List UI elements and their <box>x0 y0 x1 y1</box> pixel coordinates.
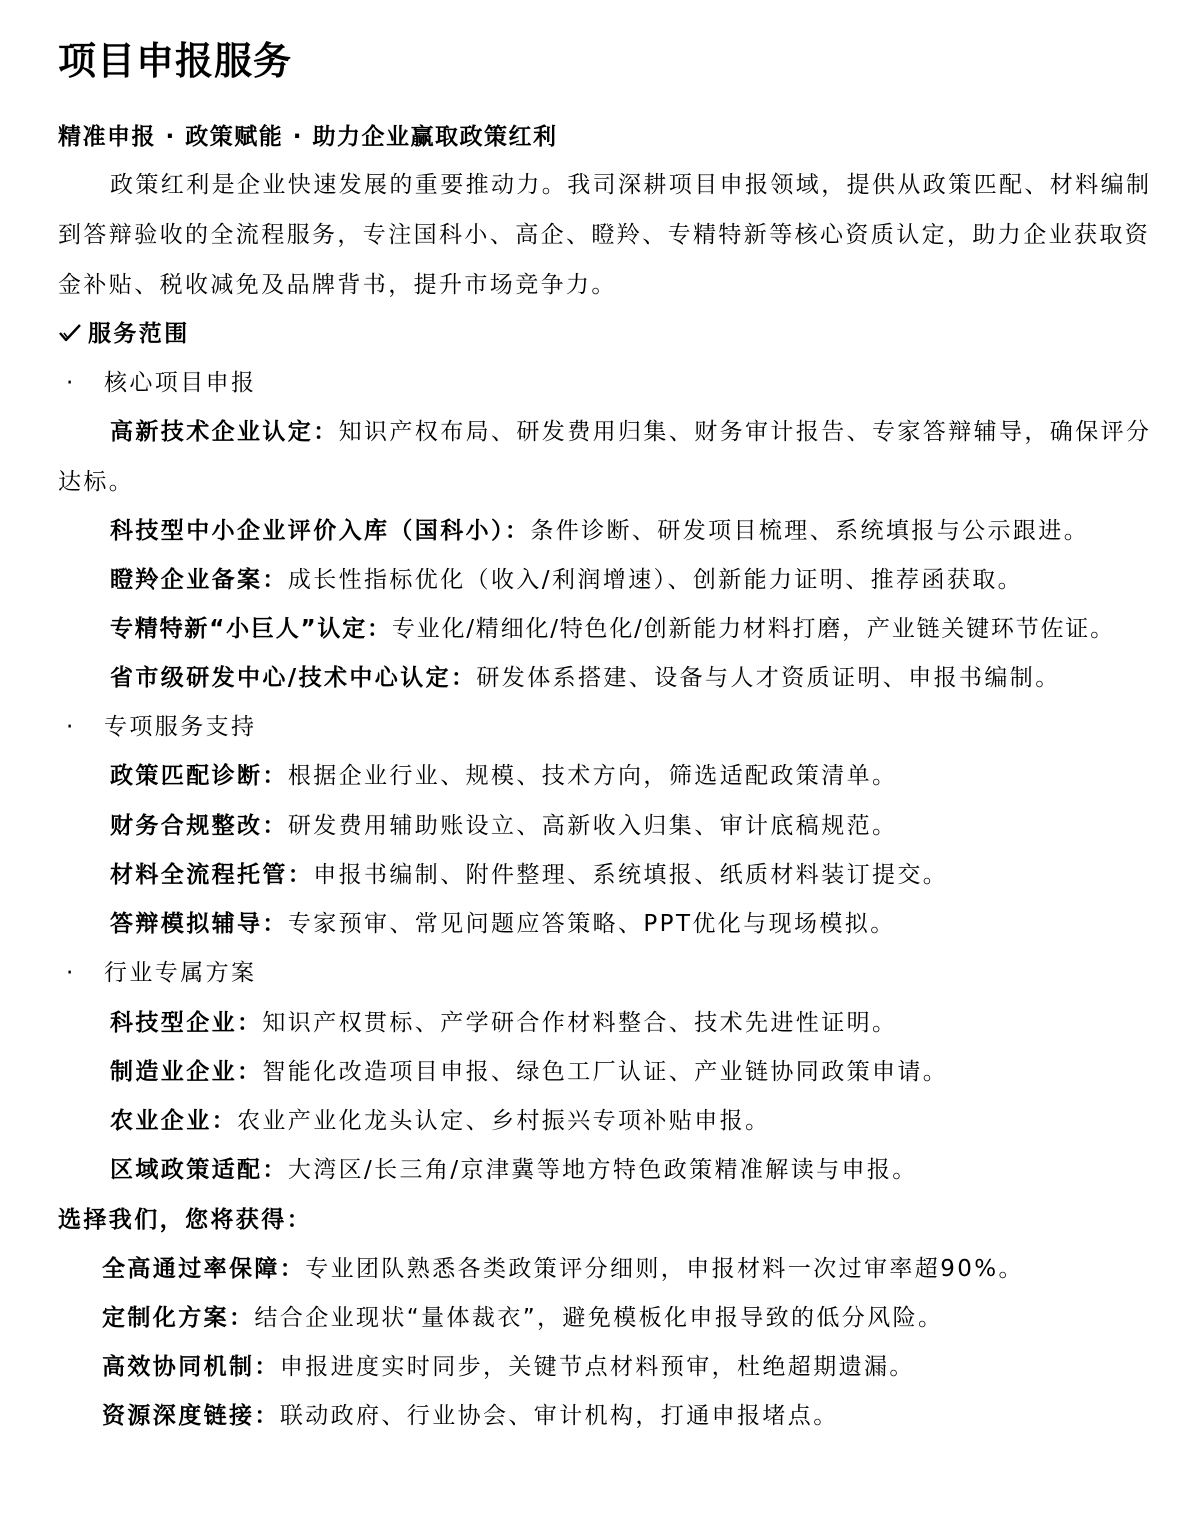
list-item <box>102 1303 943 1333</box>
item-label: 瞪羚企业备案： <box>110 567 288 593</box>
list-item <box>110 761 897 791</box>
item-label: 科技型企业： <box>110 1010 263 1036</box>
item-label: 答辩模拟辅导： <box>110 911 288 937</box>
item-text: 条件诊断、研发项目梳理、系统填报与公示跟进。 <box>530 518 1090 544</box>
item-text: 根据企业行业、规模、技术方向，筛选适配政策清单。 <box>287 763 898 789</box>
list-item <box>110 565 1023 595</box>
list-item <box>110 1106 770 1136</box>
industry-heading: 行业专属方案 <box>104 960 257 986</box>
intro-line-1: 政策红利是企业快速发展的重要推动力。我司深耕项目申报领域，提供从政策匹配、材料编制 <box>110 172 1152 198</box>
item-text: 大湾区/长三角/京津冀等地方特色政策精准解读与申报。 <box>287 1157 918 1183</box>
item-label: 科技型中小企业评价入库（国科小）： <box>110 518 531 544</box>
item-text: 成长性指标优化（收入/利润增速）、创新能力证明、推荐函获取。 <box>287 567 1024 593</box>
industry-heading-row <box>66 958 256 988</box>
core-heading-row <box>66 368 256 398</box>
special-heading-row <box>66 712 256 742</box>
list-item-continued: 达标。 <box>58 469 135 495</box>
list-item <box>110 417 1151 447</box>
item-text: 申报书编制、附件整理、系统填报、纸质材料装订提交。 <box>313 862 949 888</box>
item-text: 专家预审、常见问题应答策略、PPT优化与现场模拟。 <box>287 911 896 937</box>
list-item <box>102 1352 915 1382</box>
bullet-dot: · <box>66 714 76 740</box>
list-item <box>110 1155 918 1185</box>
core-heading: 核心项目申报 <box>104 370 257 396</box>
list-item <box>110 1057 948 1087</box>
item-label: 制造业企业： <box>110 1059 263 1085</box>
page-title: 项目申报服务 <box>58 39 293 83</box>
list-item <box>110 663 1061 693</box>
item-text: 知识产权贯标、产学研合作材料整合、技术先进性证明。 <box>262 1010 898 1036</box>
item-text: 专业化/精细化/特色化/创新能力材料打磨，产业链关键环节佐证。 <box>391 616 1115 642</box>
item-text: 专业团队熟悉各类政策评分细则，申报材料一次过审率超90%。 <box>305 1256 1024 1282</box>
list-item <box>110 614 1115 644</box>
list-item <box>110 1008 897 1038</box>
list-item <box>110 860 948 890</box>
list-item <box>102 1254 1024 1284</box>
item-label: 农业企业： <box>110 1108 237 1134</box>
list-item <box>110 516 1089 546</box>
item-text: 知识产权布局、研发费用归集、财务审计报告、专家答辩辅导，确保评分 <box>338 419 1152 445</box>
benefits-heading: 选择我们，您将获得： <box>58 1207 312 1233</box>
item-text: 联动政府、行业协会、审计机构，打通申报堵点。 <box>279 1403 839 1429</box>
list-item <box>102 1401 839 1431</box>
bullet-dot: · <box>66 960 76 986</box>
item-label: 政策匹配诊断： <box>110 763 288 789</box>
item-text: 申报进度实时同步，关键节点材料预审，杜绝超期遗漏。 <box>279 1354 915 1380</box>
item-label: 省市级研发中心/技术中心认定： <box>110 665 477 691</box>
item-text: 研发费用辅助账设立、高新收入归集、审计底稿规范。 <box>287 813 898 839</box>
item-label: 专精特新“小巨人”认定： <box>110 616 392 642</box>
item-label: 资源深度链接： <box>102 1403 280 1429</box>
item-text: 结合企业现状“量体裁衣”，避免模板化申报导致的低分风险。 <box>254 1305 944 1331</box>
item-label: 高效协同机制： <box>102 1354 280 1380</box>
item-label: 全高通过率保障： <box>102 1256 306 1282</box>
item-text: 研发体系搭建、设备与人才资质证明、申报书编制。 <box>476 665 1061 691</box>
bullet-dot: · <box>66 370 76 396</box>
item-label: 定制化方案： <box>102 1305 255 1331</box>
item-label: 材料全流程托管： <box>110 862 314 888</box>
item-text: 智能化改造项目申报、绿色工厂认证、产业链协同政策申请。 <box>262 1059 949 1085</box>
scope-heading-row <box>58 319 190 349</box>
intro-line-2: 到答辩验收的全流程服务，专注国科小、高企、瞪羚、专精特新等核心资质认定，助力企业获取资 <box>58 222 1151 248</box>
item-label: 高新技术企业认定： <box>110 419 339 445</box>
special-heading: 专项服务支持 <box>104 714 257 740</box>
intro-line-3: 金补贴、税收减免及品牌背书，提升市场竞争力。 <box>58 272 617 298</box>
item-label: 财务合规整改： <box>110 813 288 839</box>
item-label: 区域政策适配： <box>110 1157 288 1183</box>
list-item <box>110 811 897 841</box>
list-item <box>110 909 896 939</box>
page-subtitle: 精准申报 · 政策赋能 · 助力企业赢取政策红利 <box>58 124 558 150</box>
item-text: 农业产业化龙头认定、乡村振兴专项补贴申报。 <box>237 1108 771 1134</box>
scope-heading: 服务范围 <box>88 321 190 347</box>
check-icon <box>58 321 82 345</box>
